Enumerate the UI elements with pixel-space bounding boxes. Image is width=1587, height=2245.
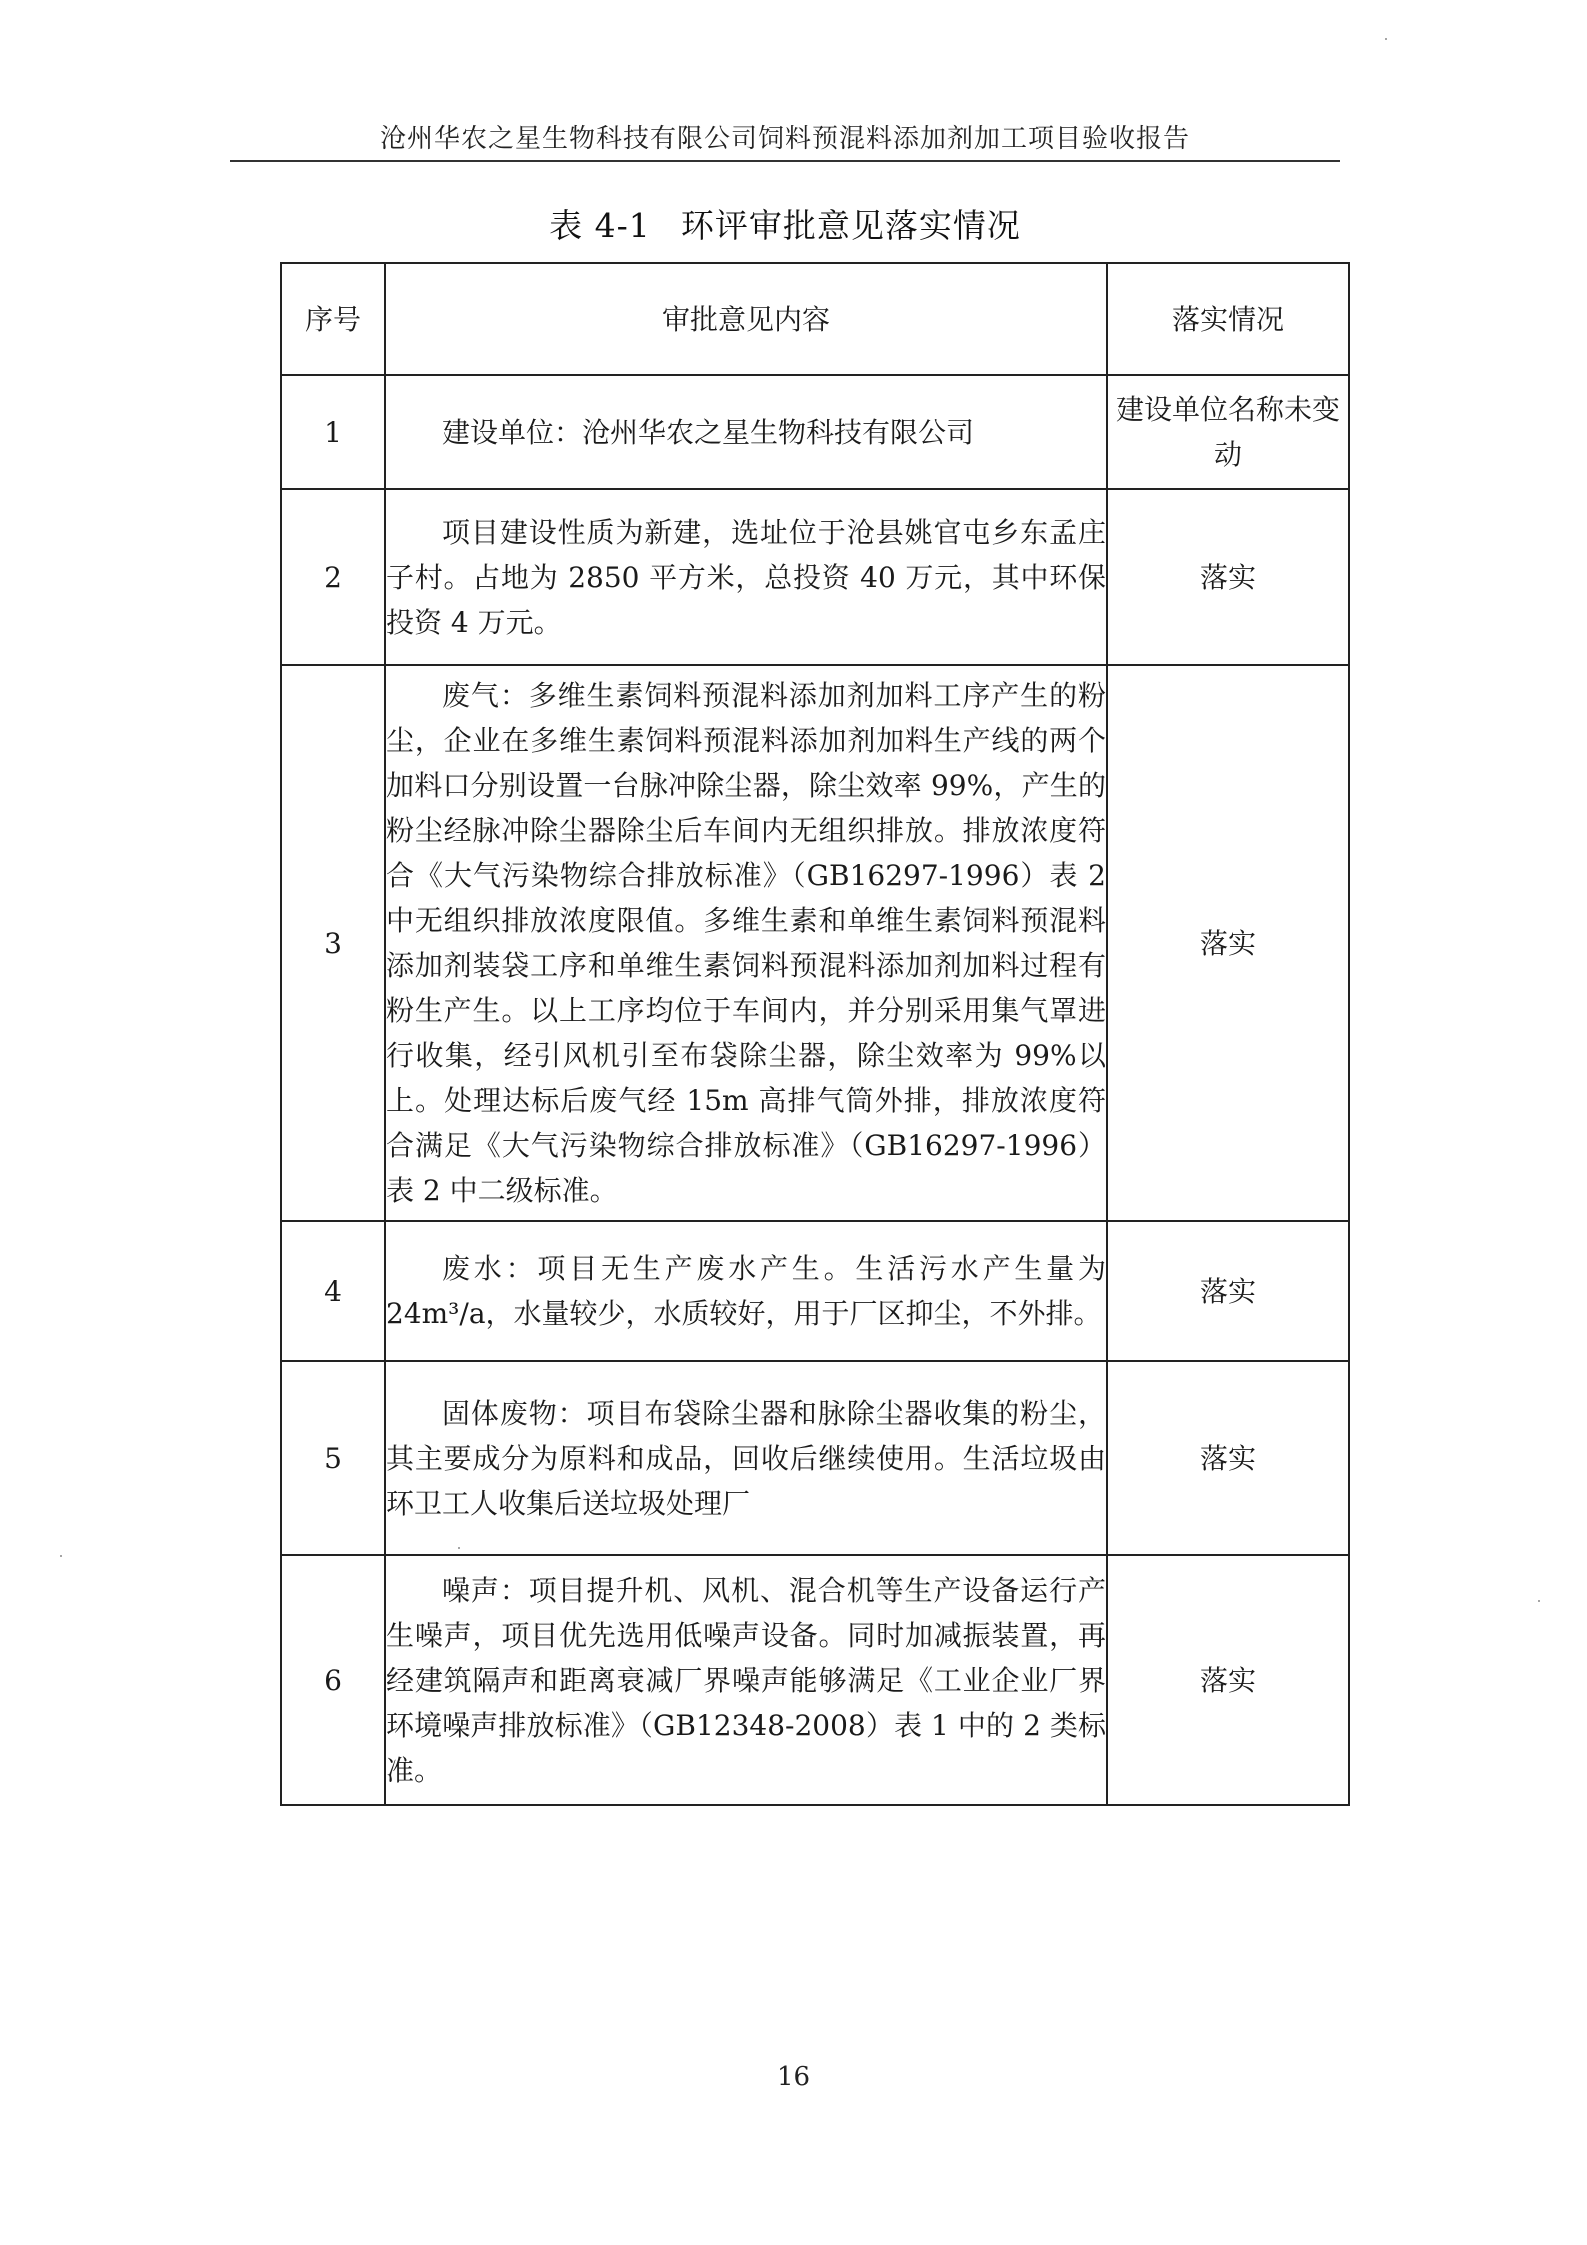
- row-content-text: 噪声：项目提升机、风机、混合机等生产设备运行产生噪声，项目优先选用低噪声设备。同时加减振装置，再经建筑隔声和距离衰减厂界噪声能够满足《工业企业厂界环境噪声排放标准》（GB12348-2008）表 1 中的 2 类标准。: [386, 1573, 1106, 1787]
- row-number: 3: [281, 665, 385, 1221]
- row-number: 2: [281, 489, 385, 665]
- row-number: 4: [281, 1221, 385, 1361]
- scan-speck: [60, 1555, 62, 1557]
- scan-speck: [1538, 1600, 1540, 1602]
- table-row: [281, 1221, 1349, 1361]
- row-status: 落实: [1107, 1555, 1349, 1805]
- row-content: [385, 1555, 1107, 1805]
- row-content: [385, 665, 1107, 1221]
- row-status: 落实: [1107, 1221, 1349, 1361]
- column-header-status: 落实情况: [1107, 263, 1349, 375]
- row-number: 5: [281, 1361, 385, 1555]
- table-number: 表 4-1: [549, 206, 651, 245]
- row-status: 落实: [1107, 665, 1349, 1221]
- page-header: 沧州华农之星生物科技有限公司饲料预混料添加剂加工项目验收报告: [379, 124, 1190, 154]
- column-header-content: 审批意见内容: [385, 263, 1107, 375]
- row-content: [385, 1361, 1107, 1555]
- row-content: [385, 489, 1107, 665]
- row-status: 落实: [1107, 1361, 1349, 1555]
- header-divider: [230, 160, 1340, 162]
- table-row: [281, 665, 1349, 1221]
- row-content-text: 废气：多维生素饲料预混料添加剂加料工序产生的粉尘，企业在多维生素饲料预混料添加剂加料生产线的两个加料口分别设置一台脉冲除尘器，除尘效率 99%，产生的粉尘经脉冲除尘器除尘后车间内无组织排放。排放浓度符合《大气污染物综合排放标准》（GB16297-1996）表 2 中无组织排放浓度限值。多维生素和单维生素饲料预混料添加剂装袋工序和单维生素饲料预混料添加剂加料过程有粉生产生。以上工序均位于车间内，并分别采用集气罩进行收集，经引风机引至布袋除尘器，除尘效率为 99%以上。处理达标后废气经 15m 高排气筒外排，排放浓度符合满足《大气污染物综合排放标准》（GB16297-1996）表 2 中二级标准。: [386, 679, 1106, 1207]
- row-content-text: 废水：项目无生产废水产生。生活污水产生量为 24m³/a，水量较少，水质较好，用于厂区抑尘，不外排。: [386, 1252, 1106, 1330]
- row-content: [385, 1221, 1107, 1361]
- row-content-text: 项目建设性质为新建，选址位于沧县姚官屯乡东孟庄子村。占地为 2850 平方米，总投资 40 万元，其中环保投资 4 万元。: [386, 515, 1106, 639]
- table-row: [281, 489, 1349, 665]
- row-content-text: 固体废物：项目布袋除尘器和脉除尘器收集的粉尘，其主要成分为原料和成品，回收后继续使用。生活垃圾由环卫工人收集后送垃圾处理厂: [386, 1396, 1106, 1520]
- table-caption: 环评审批意见落实情况: [680, 206, 1021, 245]
- table-title: [230, 200, 1340, 247]
- row-status: 建设单位名称未变动: [1107, 375, 1349, 489]
- table-row: [281, 1361, 1349, 1555]
- approval-table: [280, 262, 1350, 1806]
- row-number: 6: [281, 1555, 385, 1805]
- row-content: [385, 375, 1107, 489]
- table-row: [281, 375, 1349, 489]
- page-number: 16: [776, 2062, 811, 2092]
- table-header-row: [281, 263, 1349, 375]
- column-header-no: 序号: [281, 263, 385, 375]
- row-status: 落实: [1107, 489, 1349, 665]
- row-number: 1: [281, 375, 385, 489]
- scan-speck: [458, 1547, 460, 1549]
- table-row: [281, 1555, 1349, 1805]
- row-content-text: 建设单位：沧州华农之星生物科技有限公司: [442, 415, 975, 449]
- scan-speck: [1385, 38, 1387, 40]
